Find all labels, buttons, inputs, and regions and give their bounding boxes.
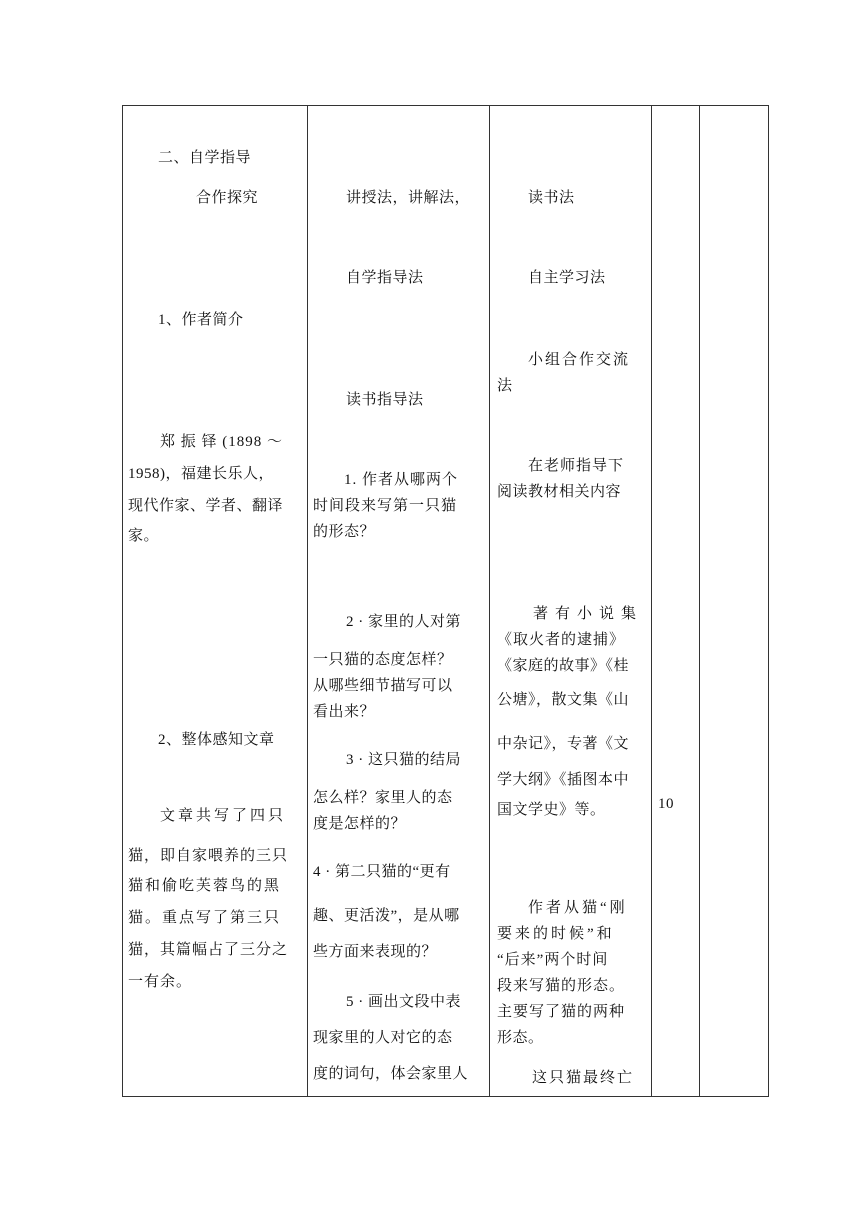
author-bio-line: 郑 振 铎 (1898 ～ — [160, 434, 283, 450]
works-line: 学大纲》《插图本中 — [497, 772, 630, 788]
question-line: 一只猫的态度怎样？ — [313, 652, 453, 668]
question-line: 1. 作者从哪两个 — [344, 472, 459, 488]
author-bio-line: 现代作家、学者、翻译 — [128, 498, 284, 514]
works-line: 《取火者的逮捕》 — [497, 632, 626, 648]
learning-method: 自主学习法 — [528, 270, 606, 286]
works-line: 著有小说集 — [533, 606, 644, 622]
time-minutes: 10 — [658, 796, 674, 812]
question-line: 5 · 画出文段中表 — [346, 994, 461, 1010]
works-line: 公塘》，散文集《山 — [497, 692, 630, 708]
question-line: 度的词句，体会家里人 — [313, 1066, 469, 1082]
question-line: 从哪些细节描写可以 — [313, 678, 453, 694]
column-divider-3 — [651, 106, 652, 1096]
answer-line: 这只猫最终亡 — [532, 1070, 635, 1086]
answer-line: 段来写猫的形态。 — [497, 978, 626, 994]
question-line: 3 · 这只猫的结局 — [346, 752, 461, 768]
summary-line: 猫。重点写了第三只 — [128, 910, 282, 926]
column-divider-4 — [699, 106, 700, 1096]
question-line: 的形态？ — [313, 524, 376, 540]
question-line: 时间段来写第一只猫 — [313, 498, 458, 514]
answer-line: 要来的时候”和 — [497, 926, 615, 942]
summary-line: 猫，其篇幅占了三分之 — [128, 942, 289, 958]
question-line: 趣、更活泼”，是从哪 — [313, 908, 460, 924]
learning-method: 法 — [497, 378, 513, 394]
item-overall-perception: 2、整体感知文章 — [158, 732, 275, 748]
author-bio-line: 家。 — [128, 528, 160, 544]
method-text: 读书指导法 — [346, 392, 424, 408]
question-line: 现家里的人对它的态 — [313, 1030, 453, 1046]
learning-method: 读书法 — [528, 190, 575, 206]
learning-method: 阅读教材相关内容 — [497, 484, 622, 500]
section-subheading: 合作探究 — [196, 190, 259, 206]
answer-line: 形态。 — [497, 1030, 544, 1046]
learning-method: 在老师指导下 — [528, 458, 625, 474]
author-bio-line: 1958)，福建长乐人， — [128, 466, 274, 482]
summary-line: 猫，即自家喂养的三只 — [128, 848, 289, 864]
question-line: 看出来？ — [313, 704, 376, 720]
item-author-intro: 1、作者简介 — [158, 312, 244, 328]
works-line: 《家庭的故事》《桂 — [497, 658, 630, 674]
column-divider-1 — [307, 106, 308, 1096]
learning-method: 小组合作交流 — [528, 352, 631, 368]
question-line: 2 · 家里的人对第 — [346, 614, 461, 630]
summary-line: 文章共写了四只 — [160, 808, 287, 824]
summary-line: 一有余。 — [128, 974, 193, 990]
question-line: 度是怎样的？ — [313, 816, 407, 832]
summary-line: 猫和偷吃芙蓉鸟的黑 — [128, 878, 282, 894]
question-line: 怎么样？家里人的态 — [313, 790, 453, 806]
answer-line: 作者从猫“刚 — [528, 900, 628, 916]
question-line: 4 · 第二只猫的“更有 — [313, 864, 451, 880]
question-line: 些方面来表现的？ — [313, 944, 438, 960]
method-text: 讲授法，讲解法， — [346, 190, 471, 206]
column-divider-2 — [489, 106, 490, 1096]
works-line: 中杂记》，专著《文 — [497, 736, 630, 752]
answer-line: 主要写了猫的两种 — [497, 1004, 626, 1020]
works-line: 国文学史》等。 — [497, 802, 606, 818]
answer-line: “后来”两个时间 — [497, 952, 609, 968]
section-heading: 二、自学指导 — [158, 150, 252, 166]
method-text: 自学指导法 — [346, 270, 424, 286]
